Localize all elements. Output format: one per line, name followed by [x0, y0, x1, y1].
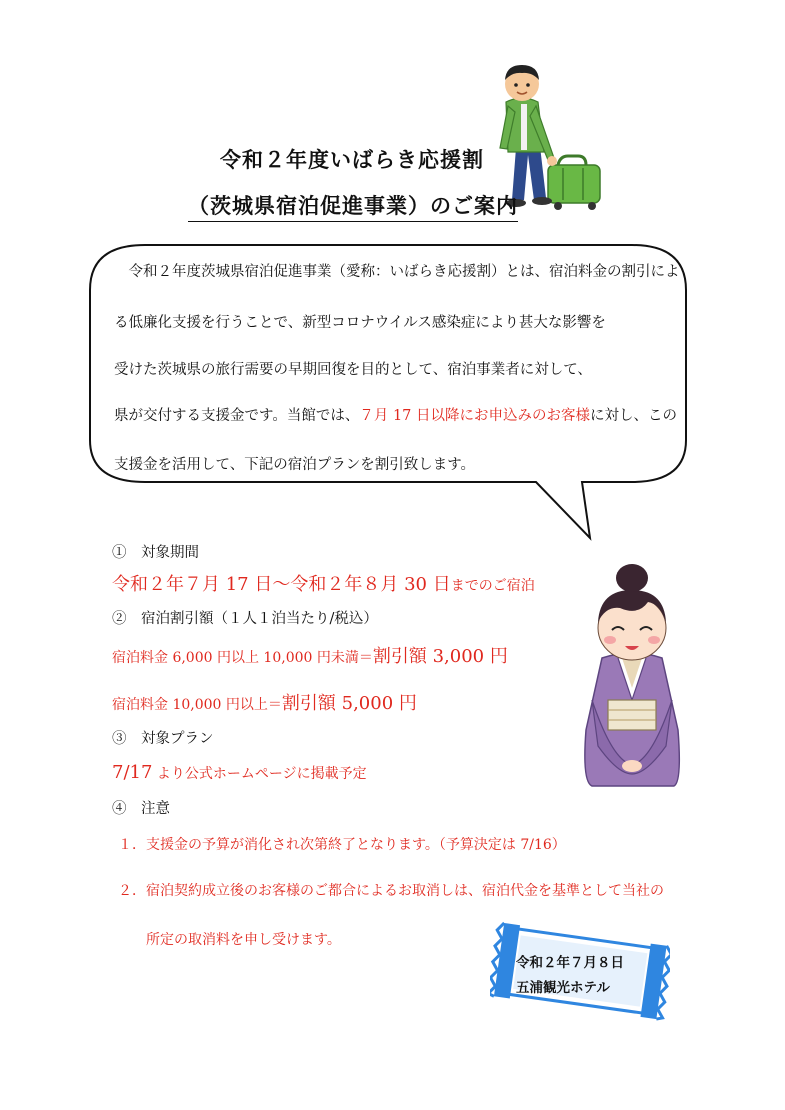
period-dates: 令和２年７月 17 日～令和２年８月 30 日	[112, 574, 451, 595]
note-1: １．支援金の予算が消化され次第終了となります。（予算決定は 7/16）	[118, 837, 566, 853]
discount-row-1-condition: 宿泊料金 6,000 円以上 10,000 円未満＝	[112, 650, 373, 666]
plan-text: より公式ホームページに掲載予定	[152, 766, 367, 782]
intro-line-2: る低廉化支援を行うことで、新型コロナウイルス感染症により甚大な影響を	[114, 315, 606, 331]
discount-row-2-condition: 宿泊料金 10,000 円以上＝	[112, 697, 282, 713]
note-2-line-1: ２．宿泊契約成立後のお客様のご都合によるお取消しは、宿泊代金を基準として当社の	[118, 883, 664, 899]
page-title-line2: （茨城県宿泊促進事業）のご案内	[188, 190, 518, 222]
blue-candy-wrapper-illustration	[490, 918, 670, 1028]
stamp-hotel-name: 五浦観光ホテル	[516, 980, 610, 996]
section-1-heading: ① 対象期間	[112, 545, 199, 561]
section-4-heading: ④ 注意	[112, 801, 170, 817]
discount-row-1-amount: 割引額 3,000 円	[372, 646, 508, 667]
intro-line-4-before: 県が交付する支援金です。当館では、	[114, 408, 360, 424]
section-2-heading: ② 宿泊割引額（１人１泊当たり/税込）	[112, 611, 378, 627]
period-suffix: までのご宿泊	[450, 578, 535, 594]
discount-row-2-amount: 割引額 5,000 円	[281, 693, 417, 714]
note-2-line-2: 所定の取消料を申し受けます。	[146, 932, 341, 948]
plan-date: 7/17	[112, 762, 153, 783]
section-3-heading: ③ 対象プラン	[112, 731, 214, 747]
discount-row-1	[112, 642, 508, 668]
section-3-plan	[112, 762, 367, 783]
stamp-date: 令和２年７月８日	[516, 955, 624, 971]
bowing-woman-in-kimono-illustration	[562, 560, 702, 790]
intro-line-3: 受けた茨城県の旅行需要の早期回復を目的として、宿泊事業者に対して、	[114, 362, 592, 378]
intro-line-4	[114, 409, 677, 424]
discount-row-2	[112, 689, 417, 715]
intro-line-5: 支援金を活用して、下記の宿泊プランを割引致します。	[114, 457, 476, 473]
intro-line-4-after: に対し、この	[590, 408, 678, 424]
intro-line-1: 令和２年度茨城県宿泊促進事業（愛称：いばらき応援割）とは、宿泊料金の割引によ	[114, 264, 680, 280]
intro-highlight: ７月 17 日以降にお申込みのお客様	[359, 408, 591, 424]
page-title-line1: 令和２年度いばらき応援割	[220, 148, 484, 172]
section-1-period	[112, 570, 535, 596]
